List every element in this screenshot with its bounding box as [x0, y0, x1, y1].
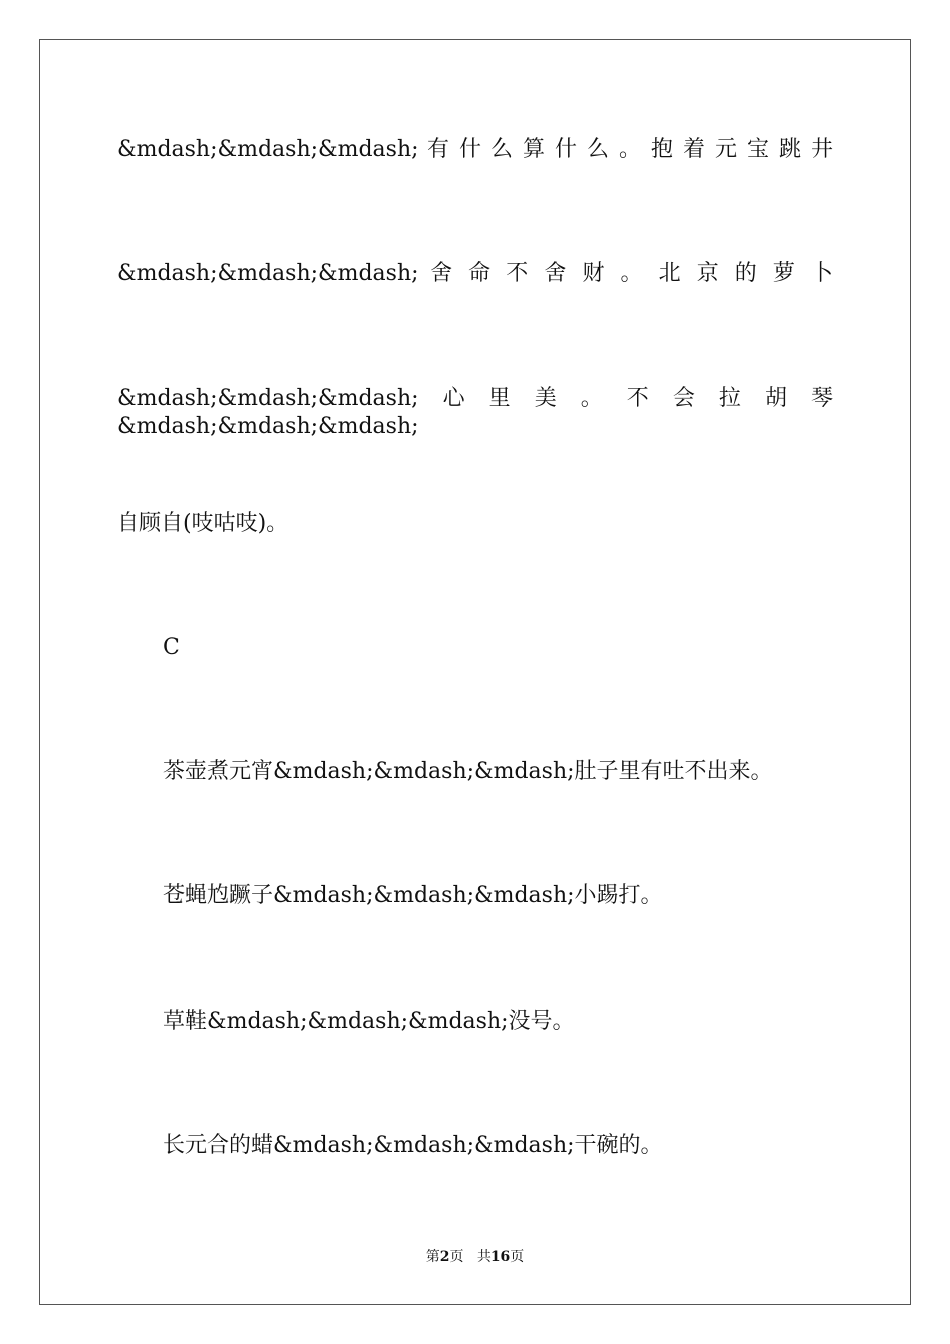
entry-line: 长元合的蜡&mdash;&mdash;&mdash;干碗的。 — [163, 1133, 663, 1158]
paragraph-line-3: &mdash;&mdash;&mdash;心里美。不会拉胡琴&mdash;&mdash;&mdash; — [117, 386, 833, 439]
entry-line: 苍蝇尥蹶子&mdash;&mdash;&mdash;小踢打。 — [163, 883, 663, 908]
footer-prefix: 第 — [425, 1249, 440, 1265]
paragraph-line-1: &mdash;&mdash;&mdash; 有 什 么 算 什 么 。 抱 着 元 宝 跳 井 — [117, 137, 833, 162]
section-letter: C — [163, 635, 180, 660]
paragraph-line-4: 自顾自(吱咕吱)。 — [117, 511, 289, 536]
footer-total-unit: 页 — [510, 1249, 525, 1265]
entry-line: 茶壶煮元宵&mdash;&mdash;&mdash;肚子里有吐不出来。 — [163, 759, 773, 784]
page-footer — [0, 1248, 950, 1266]
footer-total-prefix: 共 — [476, 1249, 491, 1265]
total-page-count: 16 — [490, 1249, 511, 1265]
footer-page-unit: 页 — [449, 1249, 464, 1265]
entry-line: 草鞋&mdash;&mdash;&mdash;没号。 — [163, 1009, 575, 1034]
page-frame — [39, 39, 911, 1305]
current-page-number: 2 — [439, 1249, 450, 1265]
paragraph-line-2: &mdash;&mdash;&mdash; 舍 命 不 舍 财 。 北 京 的 萝 卜 — [117, 261, 833, 286]
